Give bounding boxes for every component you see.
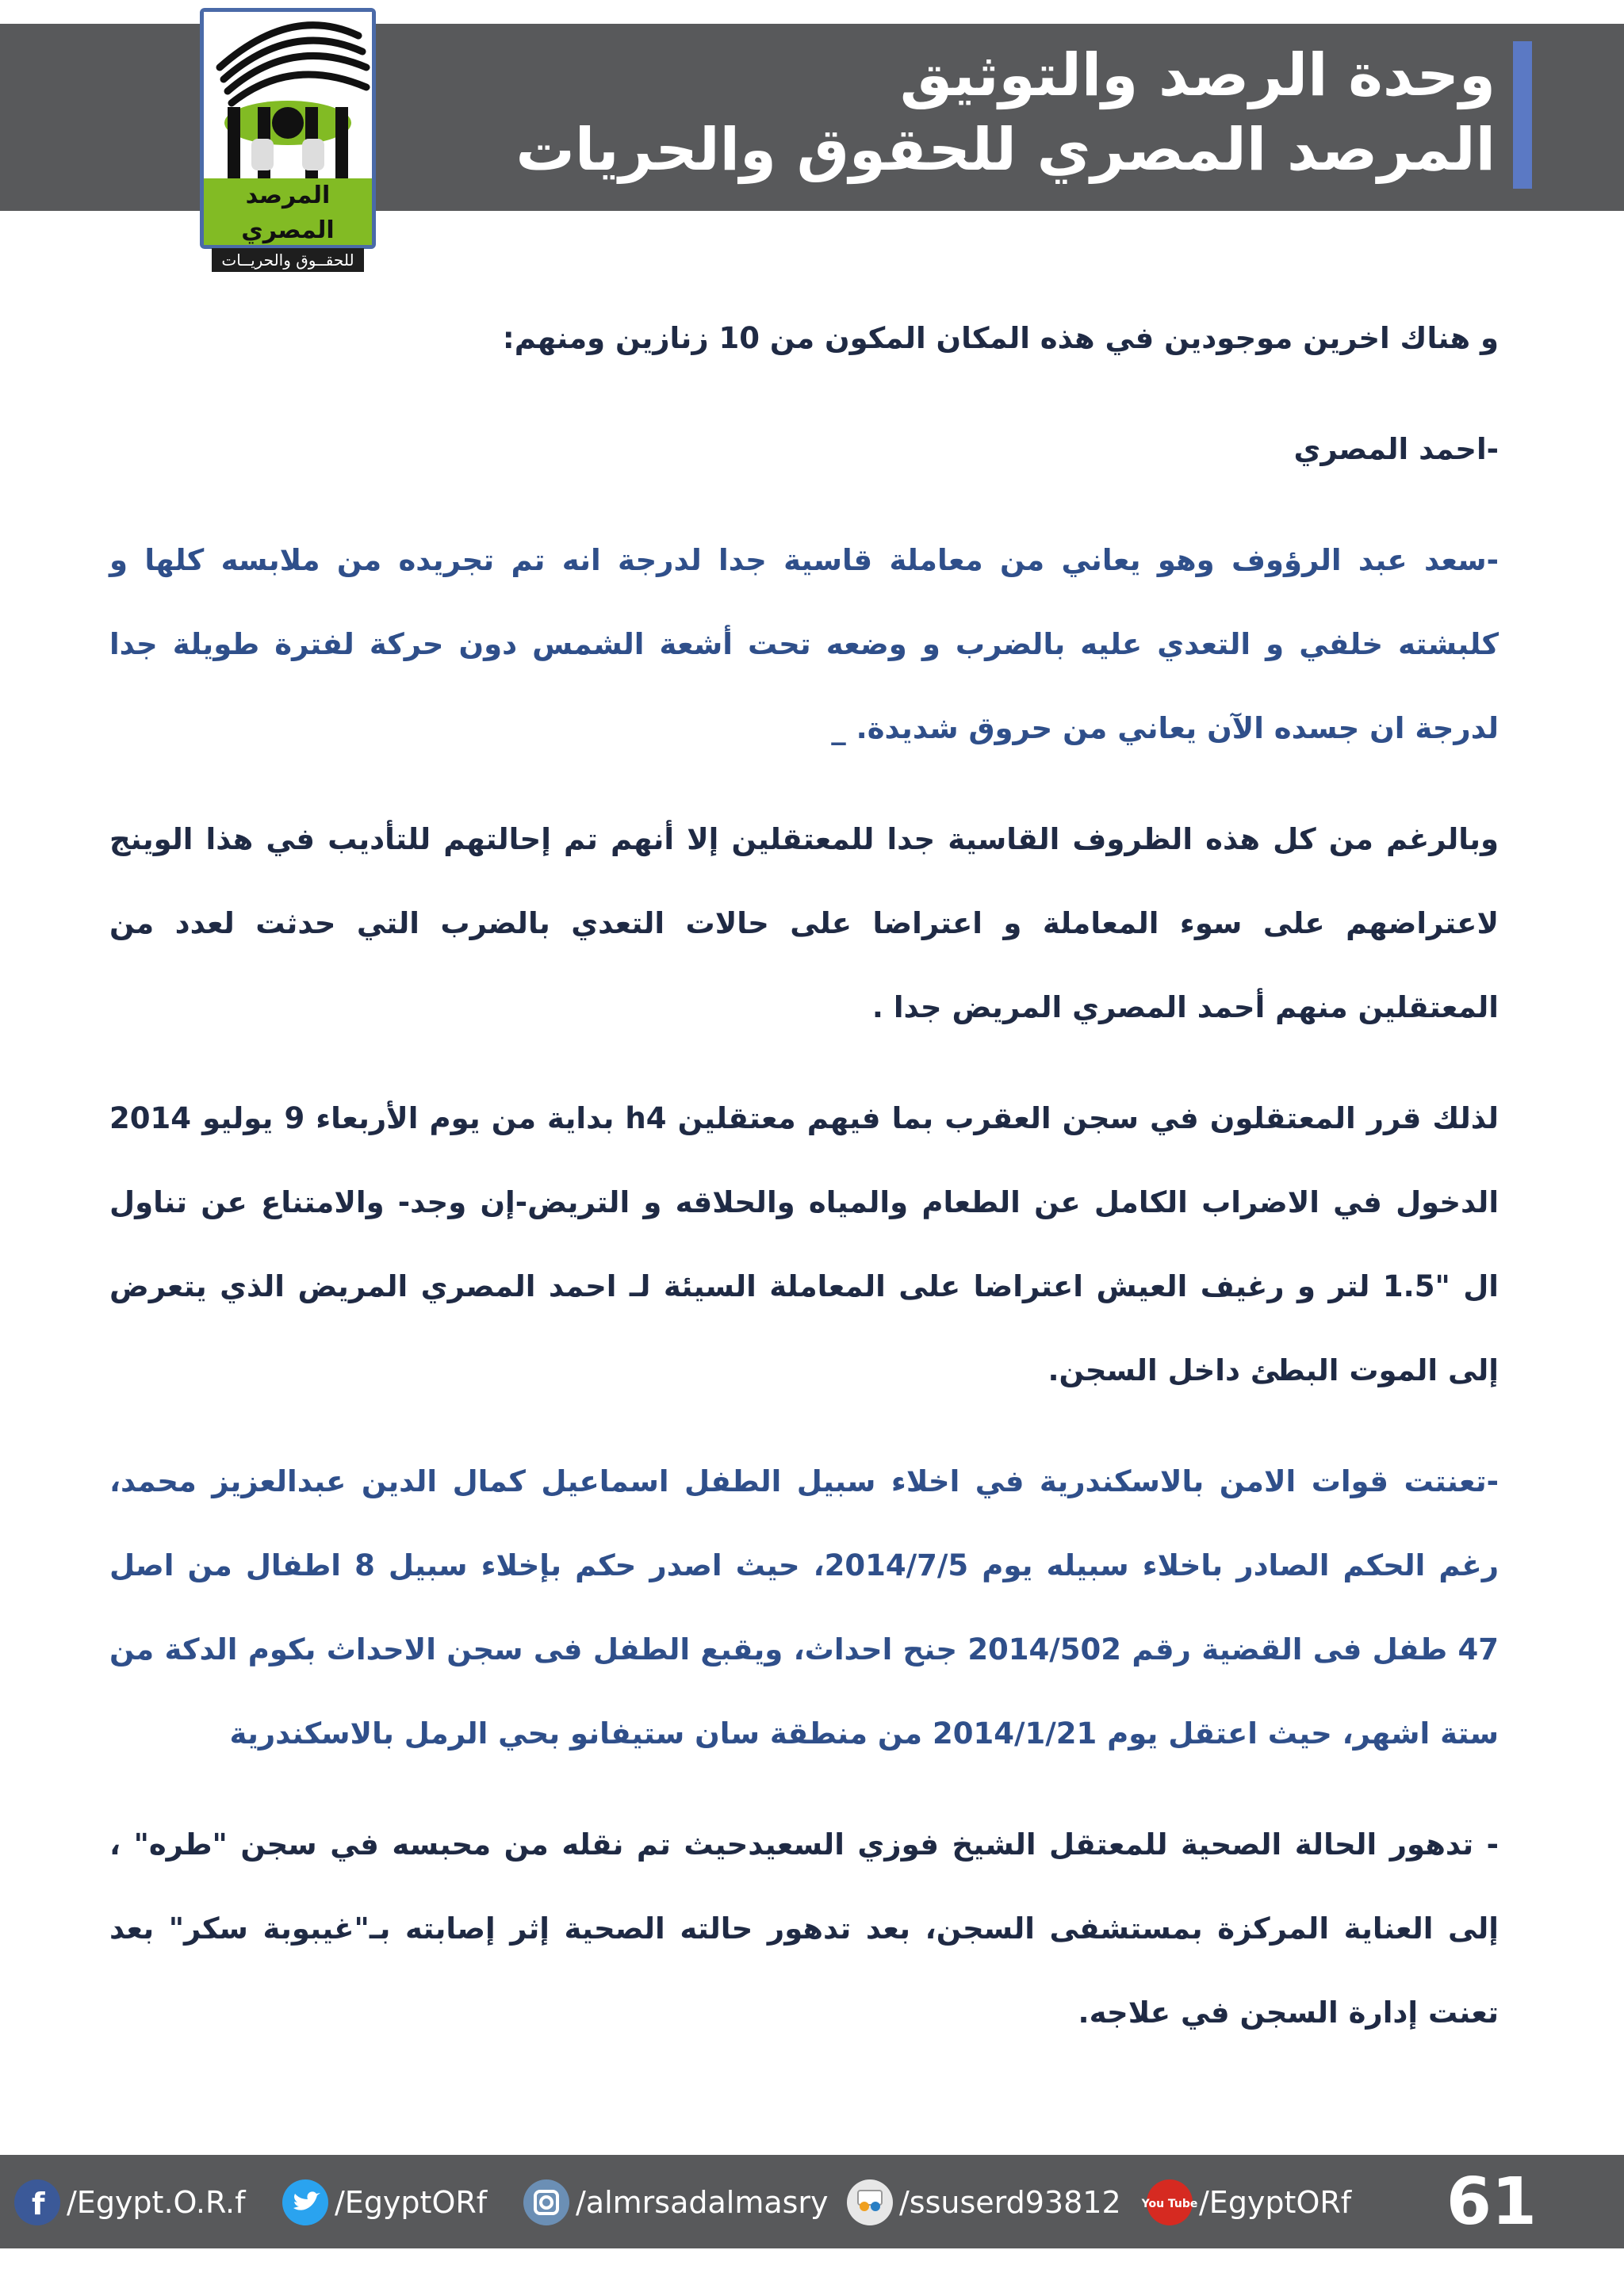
instagram-link[interactable] — [523, 2182, 829, 2223]
page-footer — [0, 2155, 1624, 2248]
logo-caption-line2: للحقــوق والحريــات — [212, 248, 364, 272]
twitter-icon — [282, 2179, 328, 2225]
paragraph-6: -تعنتت قوات الامن بالاسكندرية في اخلاء سبيل الطفل اسماعيل كمال الدين عبدالعزيز محمد، رغم الحكم الصادر باخلاء سبيله يوم 2014/7/5، حيث اصدر حكم بإخلاء سبيل 8 اطفال من اصل 47 طفل فى القضية رقم 2014/502 جنح احداث، ويقبع الطفل فى سجن الاحداث بكوم الدكة من ستة اشهر، حيث اعتقل يوم 2014/1/21 من منطقة سان ستيفانو بحي الرمل بالاسكندرية — [109, 1464, 1499, 1751]
slideshare-link[interactable] — [847, 2182, 1121, 2223]
instagram-icon — [523, 2179, 569, 2225]
facebook-handle: /Egypt.O.R.f — [67, 2185, 246, 2220]
header-accent-bar — [1513, 41, 1532, 189]
slideshare-icon — [847, 2179, 893, 2225]
youtube-icon — [1141, 2179, 1198, 2225]
logo-caption-line1: المرصد المصري — [241, 182, 335, 244]
youtube-link[interactable] — [1141, 2182, 1352, 2223]
paragraph-2: -احمد المصري — [1293, 432, 1499, 466]
twitter-link[interactable] — [282, 2182, 487, 2223]
instagram-handle: /almrsadalmasry — [576, 2185, 829, 2220]
paragraph-4: وبالرغم من كل هذه الظروف القاسية جدا للمعتقلين إلا أنهم تم إحالتهم للتأديب في هذا الوينج لاعتراضهم على سوء المعاملة و اعتراضا على حالات التعدي بالضرب التي حدثت لعدد من المعتقلين منهم أحمد المصري المريض جدا . — [109, 822, 1499, 1024]
organization-logo — [200, 8, 376, 270]
facebook-link[interactable] — [14, 2182, 245, 2223]
paragraph-7: - تدهور الحالة الصحية للمعتقل الشيخ فوزي السعيدحيث تم نقله من محبسه في سجن "طره" ، إلى العناية المركزة بمستشفى السجن، بعد تدهور حالته الصحية إثر إصابته بـ"غيبوبة سكر" بعد تعنت إدارة السجن في علاجه. — [109, 1827, 1499, 2030]
twitter-handle: /EgyptORf — [335, 2185, 488, 2220]
svg-text:f: f — [32, 2187, 45, 2221]
page-number: 61 — [1446, 2164, 1537, 2240]
slideshare-handle: /ssuserd93812 — [899, 2185, 1121, 2220]
youtube-handle: /EgyptORf — [1199, 2185, 1352, 2220]
paragraph-1: و هناك اخرين موجودين في هذه المكان المكون من 10 زنازين ومنهم: — [502, 321, 1499, 355]
logo-emblem-icon — [204, 12, 372, 186]
logo-caption — [204, 178, 372, 270]
paragraph-3: -سعد عبد الرؤوف وهو يعاني من معاملة قاسية جدا لدرجة انه تم تجريده من ملابسه كلها و كلبشته خلفي و التعدي عليه بالضرب و وضعه تحت أشعة الشمس دون حركة لفترة طويلة جدا لدرجة ان جسده الآن يعاني من حروق شديدة. _ — [109, 543, 1499, 745]
header-title-line2: المرصد المصري للحقوق والحريات — [515, 116, 1496, 184]
document-body — [109, 297, 1499, 2082]
svg-text:You Tube: You Tube — [1141, 2198, 1198, 2210]
facebook-icon — [14, 2179, 60, 2225]
paragraph-5: لذلك قرر المعتقلون في سجن العقرب بما فيهم معتقلين h4 بداية من يوم الأربعاء 9 يوليو 2014 الدخول في الاضراب الكامل عن الطعام والمياه والحلاقه و التريض-إن وجد- والامتناع عن تناول ال "1.5 لتر و رغيف العيش اعتراضا على المعاملة السيئة لـ احمد المصري المريض الذي يتعرض إلى الموت البطئ داخل السجن. — [109, 1101, 1499, 1387]
header-title — [496, 38, 1496, 187]
header-title-line1: وحدة الرصد والتوثيق — [899, 41, 1496, 109]
